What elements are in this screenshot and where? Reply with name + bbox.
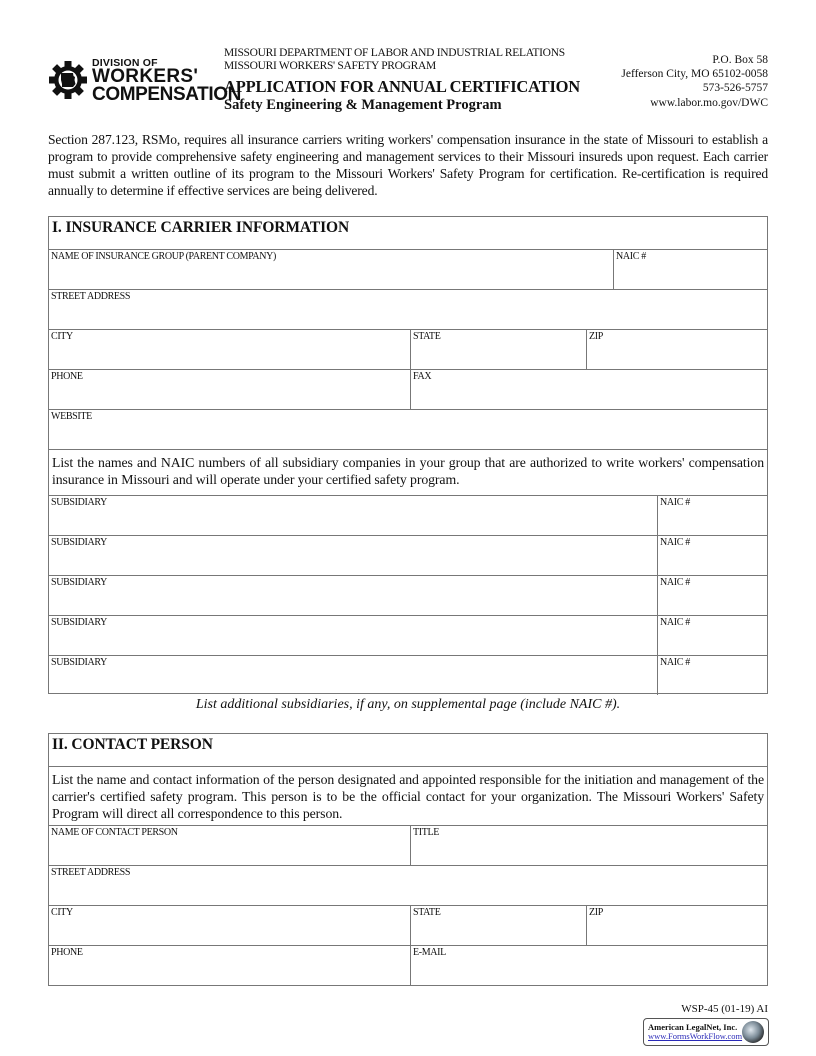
group-name-field[interactable] [49, 250, 613, 289]
contact-street-field[interactable] [49, 866, 767, 905]
fax-input[interactable] [413, 384, 765, 406]
website-field[interactable] [49, 410, 767, 449]
subsidiary-row [49, 655, 767, 695]
contact-instructions: List the name and contact information of the person designated and appointed responsible for the initiation and management of the carrier's certified safety program. This person is to be the official contact for your organization. The Missouri Workers' Safety Program will direct all correspondence to this person. [52, 772, 764, 821]
contact-city-field[interactable] [49, 906, 410, 945]
vendor-badge[interactable] [643, 1018, 769, 1046]
subsidiary-name-field[interactable] [49, 496, 657, 535]
subsidiary-naic-label: NAIC # [660, 497, 690, 508]
contact-title-input[interactable] [413, 840, 765, 862]
contact-email-label: E-MAIL [413, 947, 446, 958]
subsidiary-row [49, 575, 767, 615]
contact-street-label: STREET ADDRESS [51, 867, 131, 878]
subsidiary-naic-field[interactable] [657, 576, 767, 615]
state-label: STATE [413, 331, 441, 342]
naic-field[interactable] [613, 250, 767, 289]
contact-name-field[interactable] [49, 826, 410, 865]
group-name-label: NAME OF INSURANCE GROUP (PARENT COMPANY) [51, 251, 277, 262]
subsidiary-label: SUBSIDIARY [51, 657, 107, 668]
section-contact-person [48, 733, 768, 986]
dwc-logo [48, 57, 241, 106]
contact-title-label: TITLE [413, 827, 440, 838]
subsidiary-naic-label: NAIC # [660, 577, 690, 588]
vendor-url[interactable]: www.FormsWorkFlow.com [648, 1031, 743, 1041]
logo-line-2: WORKERS' [92, 66, 199, 87]
zip-field[interactable] [586, 330, 767, 369]
subsidiary-naic-field[interactable] [657, 616, 767, 655]
contact-name-label: NAME OF CONTACT PERSON [51, 827, 178, 838]
website-label: WEBSITE [51, 411, 92, 422]
subsidiary-naic-input[interactable] [660, 630, 765, 652]
form-title: APPLICATION FOR ANNUAL CERTIFICATION [224, 77, 581, 96]
subsidiary-naic-label: NAIC # [660, 537, 690, 548]
website-link[interactable]: www.labor.mo.gov/DWC [650, 96, 768, 109]
contact-email-input[interactable] [413, 960, 765, 982]
subsidiary-label: SUBSIDIARY [51, 577, 107, 588]
form-number: WSP-45 (01-19) AI [681, 1003, 768, 1015]
subsidiary-naic-field[interactable] [657, 536, 767, 575]
street-address-label: STREET ADDRESS [51, 291, 131, 302]
section-insurance-carrier [48, 216, 768, 694]
subsidiary-naic-input[interactable] [660, 670, 765, 692]
subsidiary-name-field[interactable] [49, 536, 657, 575]
subsidiary-name-field[interactable] [49, 616, 657, 655]
subsidiary-naic-label: NAIC # [660, 657, 690, 668]
gear-with-missouri-icon [48, 60, 88, 100]
supplemental-note: List additional subsidiaries, if any, on supplemental page (include NAIC #). [195, 697, 621, 712]
mailing-address [621, 53, 768, 110]
globe-icon [742, 1021, 764, 1043]
subsidiary-input[interactable] [51, 510, 655, 532]
contact-title-field[interactable] [410, 826, 767, 865]
state-field[interactable] [410, 330, 586, 369]
contact-city-input[interactable] [51, 920, 408, 942]
subsidiary-input[interactable] [51, 550, 655, 572]
vendor-name: American LegalNet, Inc. [648, 1022, 738, 1032]
subsidiary-row [49, 495, 767, 535]
subsidiary-naic-field[interactable] [657, 656, 767, 695]
contact-zip-input[interactable] [589, 920, 765, 942]
contact-phone-input[interactable] [51, 960, 408, 982]
phone-field[interactable] [49, 370, 410, 409]
phone-input[interactable] [51, 384, 408, 406]
contact-state-field[interactable] [410, 906, 586, 945]
naic-label: NAIC # [616, 251, 646, 262]
city-label: CITY [51, 331, 73, 342]
subsidiary-row [49, 535, 767, 575]
subsidiary-label: SUBSIDIARY [51, 497, 107, 508]
subsidiary-row [49, 615, 767, 655]
state-input[interactable] [413, 344, 584, 366]
subsidiary-input[interactable] [51, 590, 655, 612]
phone-number: 573-526-5757 [702, 82, 768, 95]
program-name: MISSOURI WORKERS' SAFETY PROGRAM [224, 59, 436, 72]
subsidiary-naic-input[interactable] [660, 550, 765, 572]
fax-label: FAX [413, 371, 432, 382]
subsidiary-label: SUBSIDIARY [51, 617, 107, 628]
website-input[interactable] [51, 424, 765, 446]
contact-city-label: CITY [51, 907, 73, 918]
intro-paragraph: Section 287.123, RSMo, requires all insurance carriers writing workers' compensation insurance in the state of Missouri to establish a program to provide comprehensive safety engineering and management services to their Missouri insureds upon request. Each carrier must submit a written outline of its program to the Missouri Workers' Safety Program for certification. Re-certification is required annually to determine if effective services are being delivered. [48, 132, 768, 198]
section-1-heading: I. INSURANCE CARRIER INFORMATION [52, 219, 350, 236]
phone-label: PHONE [51, 371, 83, 382]
contact-phone-label: PHONE [51, 947, 83, 958]
zip-label: ZIP [589, 331, 603, 342]
subsidiary-name-field[interactable] [49, 576, 657, 615]
subsidiary-naic-field[interactable] [657, 496, 767, 535]
department-block [224, 47, 565, 72]
subsidiary-name-field[interactable] [49, 656, 657, 695]
subsidiary-label: SUBSIDIARY [51, 537, 107, 548]
contact-zip-field[interactable] [586, 906, 767, 945]
contact-state-input[interactable] [413, 920, 584, 942]
city-input[interactable] [51, 344, 408, 366]
contact-name-input[interactable] [51, 840, 408, 862]
po-box: P.O. Box 58 [712, 54, 768, 66]
form-subtitle: Safety Engineering & Management Program [224, 97, 502, 113]
department-name: MISSOURI DEPARTMENT OF LABOR AND INDUSTRIAL RELATIONS [224, 47, 565, 59]
subsidiary-naic-input[interactable] [660, 510, 765, 532]
subsidiary-naic-input[interactable] [660, 590, 765, 612]
group-name-input[interactable] [51, 264, 611, 286]
contact-state-label: STATE [413, 907, 441, 918]
street-address-input[interactable] [51, 304, 765, 326]
logo-line-1: DIVISION OF [92, 57, 158, 69]
section-2-heading: II. CONTACT PERSON [52, 736, 213, 753]
zip-input[interactable] [589, 344, 765, 366]
naic-input[interactable] [616, 264, 765, 286]
contact-street-input[interactable] [51, 880, 765, 902]
city-field[interactable] [49, 330, 410, 369]
contact-phone-field[interactable] [49, 946, 410, 985]
subsidiary-naic-label: NAIC # [660, 617, 690, 628]
street-address-field[interactable] [49, 290, 767, 329]
contact-email-field[interactable] [410, 946, 767, 985]
fax-field[interactable] [410, 370, 767, 409]
subsidiary-input[interactable] [51, 630, 655, 652]
logo-line-3: COMPENSATION [92, 84, 241, 105]
subsidiary-instructions: List the names and NAIC numbers of all subsidiary companies in your group that are authorized to write workers' compensation insurance in Missouri and will operate under your certified safety program. [52, 455, 764, 487]
subsidiary-input[interactable] [51, 670, 655, 692]
contact-zip-label: ZIP [589, 907, 603, 918]
city-line: Jefferson City, MO 65102-0058 [621, 68, 768, 81]
